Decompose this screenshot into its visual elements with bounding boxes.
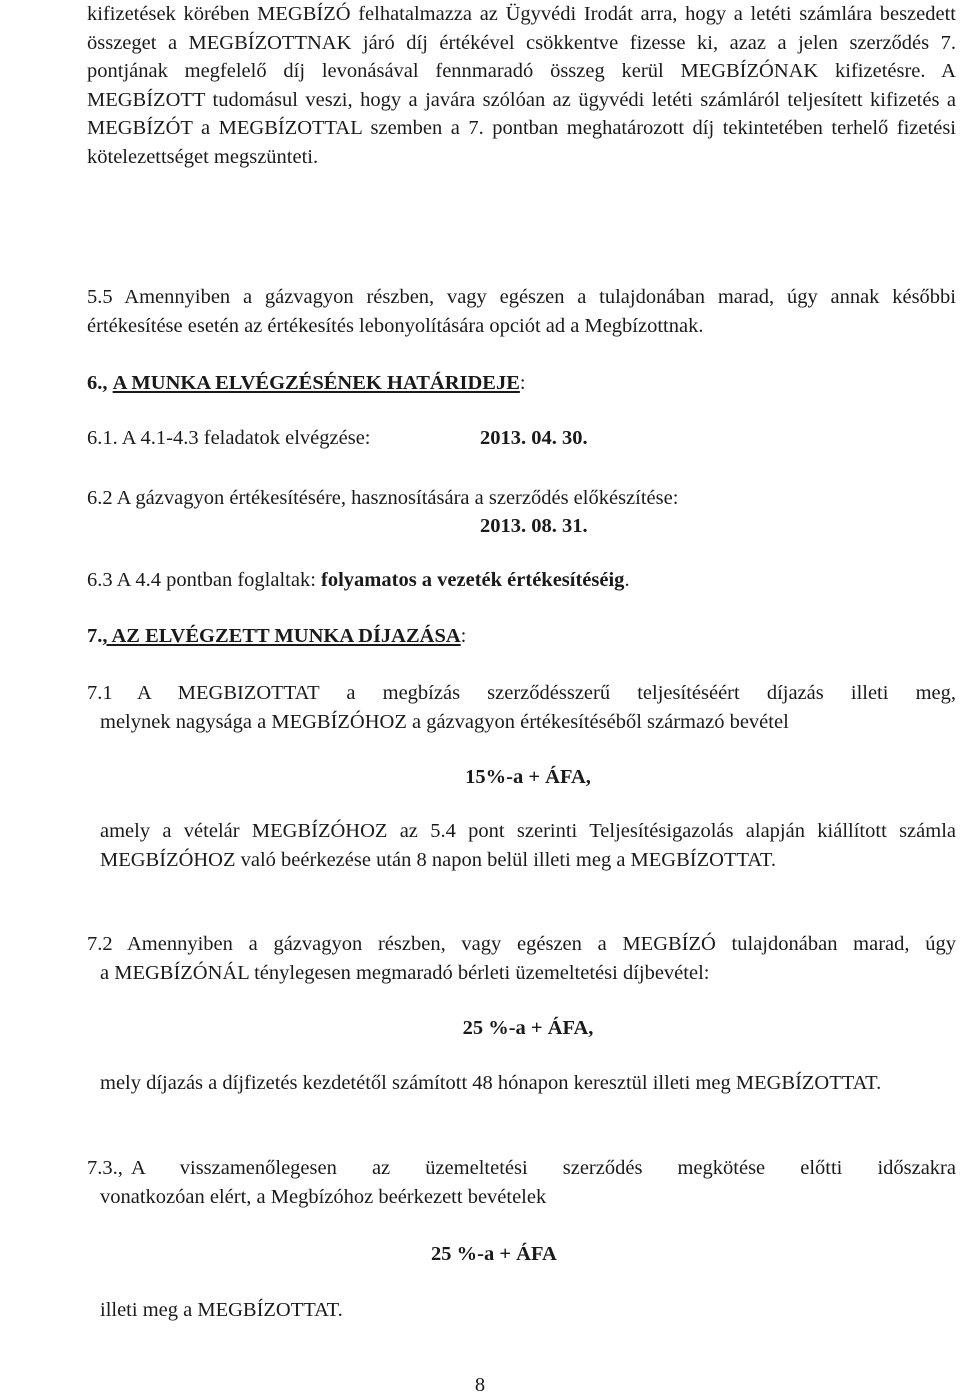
item-7-2-line-2: a MEGBÍZÓNÁL ténylegesen megmaradó bérleti üzemeltetési díjbevétel: <box>100 962 710 984</box>
section-6-title: A MUNKA ELVÉGZÉSÉNEK HATÁRIDEJE <box>112 372 520 394</box>
item-7-2-line-1: Amennyiben a gázvagyon részben, vagy egészen a MEGBÍZÓ tulajdonában marad, úgy <box>127 933 956 955</box>
item-7-2-number: 7.2 <box>87 933 113 955</box>
item-6-2-label: 6.2 A gázvagyon értékesítésére, hasznosítására a szerződés előkészítése: <box>87 487 679 509</box>
section-7-number: 7. <box>87 625 103 647</box>
item-7-2-rate: 25 %-a + ÁFA, <box>462 1017 594 1039</box>
section-6-heading <box>87 369 526 398</box>
item-7-3-number: 7.3., <box>87 1157 123 1179</box>
section-7-colon: : <box>460 625 467 647</box>
section-6-number: 6., <box>87 372 108 394</box>
item-7-3-rate: 25 %-a + ÁFA <box>431 1243 557 1265</box>
item-7-2-terms: mely díjazás a díjfizetés kezdetétől számított 48 hónapon keresztül illeti meg MEGBÍZOTTAT. <box>100 1072 882 1094</box>
item-7-1-terms: amely a vételár MEGBÍZÓHOZ az 5.4 pont szerinti Teljesítésigazolás alapján kiállított számla MEGBÍZÓHOZ való beérkezése után 8 napon belül illeti meg a MEGBÍZOTTAT. <box>100 820 956 871</box>
item-7-3-terms: illeti meg a MEGBÍZOTTAT. <box>100 1299 343 1321</box>
item-7-1-number: 7.1 <box>87 682 113 704</box>
section-7-heading <box>87 622 466 651</box>
item-7-1-line-1: A MEGBIZOTTAT a megbízás szerződésszerű teljesítéséért díjazás illeti meg, <box>137 682 956 704</box>
item-7-3-line-1: A visszamenőlegesen az üzemeltetési szerződés megkötése előtti időszakra <box>131 1157 956 1179</box>
item-6-3-bold: folyamatos a vezeték értékesítéséig <box>321 569 625 591</box>
item-7-1-rate: 15%-a + ÁFA, <box>465 766 591 788</box>
section-7-title: , AZ ELVÉGZETT MUNKA DÍJAZÁSA <box>102 625 461 647</box>
section-5-4-continuation: kifizetések körében MEGBÍZÓ felhatalmazza az Ügyvédi Irodát arra, hogy a letéti számlára beszedett összeget a MEGBÍZOTTNAK járó díj értékével csökkentve fizesse ki, azaz a jelen szerződés 7. pontjának megfelelő díj levonásával fennmaradó összeg kerül MEGBÍZÓNAK kifizetésre. A MEGBÍZOTT tudomásul veszi, hogy a javára szólóan az ügyvédi letéti számláról teljesített kifizetés a MEGBÍZÓT a MEGBÍZOTTAL szemben a 7. pontban meghatározott díj tekintetében terhelő fizetési kötelezettséget megszünteti. <box>87 3 956 168</box>
item-6-1-date: 2013. 04. 30. <box>480 427 588 449</box>
section-6-colon: : <box>519 372 526 394</box>
item-7-1-line-2: melynek nagysága a MEGBÍZÓHOZ a gázvagyon értékesítéséből származó bevétel <box>100 711 789 733</box>
item-7-3-line-2: vonatkozóan elért, a Megbízóhoz beérkezett bevételek <box>100 1186 547 1208</box>
page-number: 8 <box>474 1374 486 1396</box>
item-6-2-date: 2013. 08. 31. <box>480 515 588 537</box>
section-5-5: 5.5 Amennyiben a gázvagyon részben, vagy egészen a tulajdonában marad, úgy annak későbbi értékesítése esetén az értékesítés lebonyolítására opciót ad a Megbízottnak. <box>87 286 956 337</box>
item-6-3-end: . <box>624 569 630 591</box>
item-6-3-label: 6.3 A 4.4 pontban foglaltak: <box>87 569 316 591</box>
item-6-3 <box>87 566 630 595</box>
item-6-1-label: 6.1. A 4.1-4.3 feladatok elvégzése: <box>87 427 371 449</box>
